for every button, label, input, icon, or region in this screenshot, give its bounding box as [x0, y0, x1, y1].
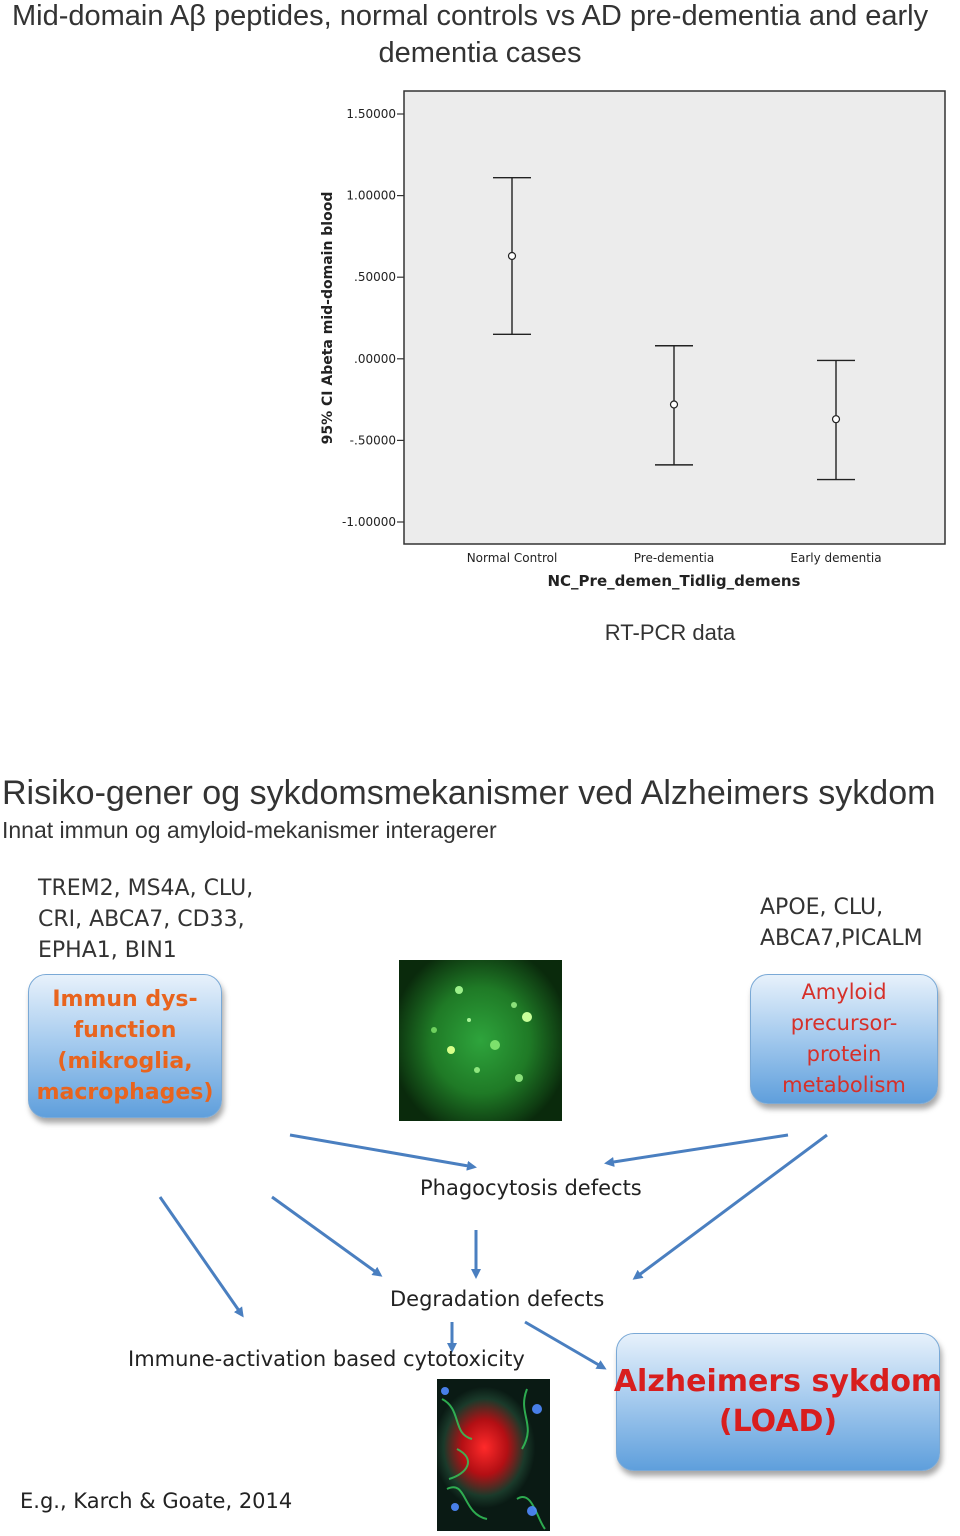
degradation-defects-label: Degradation defects	[390, 1287, 605, 1311]
y-tick-label: -.50000	[349, 433, 396, 448]
chart-title-line-2: dementia cases	[378, 37, 582, 69]
section-subtitle: Innat immun og amyloid-mekanismer interagerer	[2, 817, 497, 843]
section-title: Risiko-gener og sykdomsmekanismer ved Alzheimers sykdom	[2, 774, 936, 812]
x-tick-label: Pre-dementia	[633, 551, 715, 565]
chart-caption: RT-PCR data	[604, 620, 736, 645]
red-cell-texture	[437, 1379, 550, 1531]
citation: E.g., Karch & Goate, 2014	[20, 1489, 293, 1513]
amyloid-metabolism-label: Amyloid precursor- protein metabolism	[782, 980, 906, 1097]
chart-title-line-1: Mid-domain Aβ peptides, normal controls vs AD pre-dementia and early	[12, 0, 929, 32]
arrow-immune-to-degradation	[272, 1197, 380, 1275]
x-tick-label: Normal Control	[466, 551, 558, 565]
arrow-amyloid-to-degradation	[635, 1135, 827, 1278]
arrow-degradation-to-load	[525, 1322, 604, 1368]
alzheimers-load-label: Alzheimers sykdom (LOAD)	[613, 1364, 943, 1439]
y-tick-label: -1.00000	[342, 515, 396, 529]
y-tick-label: 1.00000	[346, 188, 396, 203]
arrow-amyloid-to-phagocytosis	[607, 1135, 788, 1163]
y-tick-label: 1.50000	[346, 107, 396, 121]
phagocytosis-defects-label: Phagocytosis defects	[420, 1176, 642, 1200]
y-tick-label: .50000	[354, 270, 396, 285]
alzheimers-load-box	[613, 1333, 943, 1471]
amyloid-genes-list: APOE, CLU, ABCA7,PICALM	[760, 895, 923, 951]
arrow-immune-to-cytotoxicity	[160, 1197, 242, 1315]
immune-genes-list: TREM2, MS4A, CLU, CRI, ABCA7, CD33, EPHA1, BIN1	[38, 876, 254, 963]
immune-activation-label: Immune-activation based cytotoxicity	[128, 1347, 525, 1371]
x-tick-label: Early dementia	[790, 551, 882, 565]
y-axis-label: 95% CI Abeta mid-domain blood	[320, 191, 336, 445]
x-axis-label: NC_Pre_demen_Tidlig_demens	[547, 572, 801, 590]
y-tick-label: .00000	[354, 351, 396, 366]
arrow-immune-to-phagocytosis	[290, 1135, 474, 1167]
immune-dysfunction-label: Immun dys- function (mikroglia, macrophages)	[36, 987, 214, 1105]
cytotoxicity-fluorescence-image	[437, 1379, 550, 1531]
